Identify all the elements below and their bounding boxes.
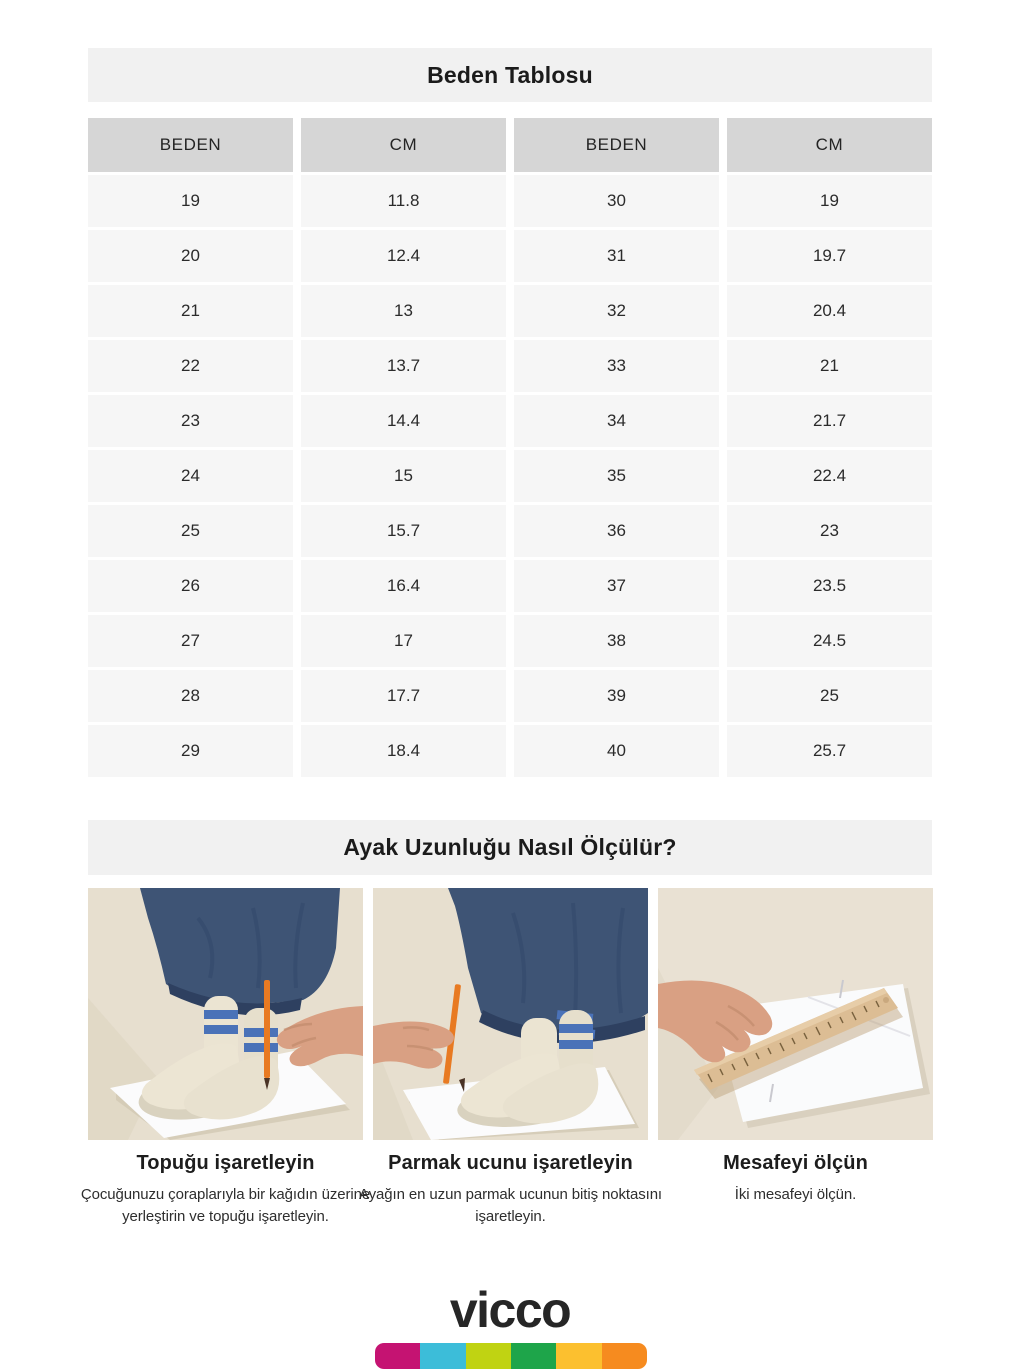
table-cell: 27 <box>88 615 293 667</box>
table-cell: 33 <box>514 340 719 392</box>
table-cell: 20.4 <box>727 285 932 337</box>
table-cell: 40 <box>514 725 719 777</box>
size-table-title: Beden Tablosu <box>88 48 932 102</box>
brand-rainbow-bar <box>375 1343 647 1369</box>
table-cell: 19 <box>88 175 293 227</box>
step-2-title: Parmak ucunu işaretleyin <box>388 1152 633 1174</box>
bar-segment-cyan <box>420 1343 465 1369</box>
table-cell: 15.7 <box>301 505 506 557</box>
table-cell: 24.5 <box>727 615 932 667</box>
table-cell: 13 <box>301 285 506 337</box>
table-cell: 37 <box>514 560 719 612</box>
vicco-logo: vicco <box>449 1282 571 1338</box>
table-row <box>88 505 932 557</box>
table-cell: 23.5 <box>727 560 932 612</box>
table-row <box>88 230 932 282</box>
table-cell: 24 <box>88 450 293 502</box>
heel-marking-photo <box>88 888 363 1140</box>
table-cell: 36 <box>514 505 719 557</box>
size-table-body <box>88 175 932 777</box>
bar-segment-lime <box>466 1343 511 1369</box>
table-cell: 21 <box>88 285 293 337</box>
step-3-caption <box>643 1152 948 1206</box>
table-cell: 21 <box>727 340 932 392</box>
table-row <box>88 395 932 447</box>
measure-section-title: Ayak Uzunluğu Nasıl Ölçülür? <box>88 820 932 875</box>
step-photos-row <box>88 888 933 1140</box>
table-cell: 17.7 <box>301 670 506 722</box>
table-cell: 23 <box>88 395 293 447</box>
table-cell: 39 <box>514 670 719 722</box>
bar-segment-yellow <box>556 1343 601 1369</box>
size-table <box>88 118 932 777</box>
step-1-description: Çocuğunuzu çoraplarıyla bir kağıdın üzerine yerleştirin ve topuğu işaretleyin. <box>80 1186 371 1226</box>
step-1-caption <box>73 1152 378 1228</box>
table-row <box>88 725 932 777</box>
table-cell: 21.7 <box>727 395 932 447</box>
table-cell: 38 <box>514 615 719 667</box>
size-table-header-cell: BEDEN <box>88 118 293 172</box>
table-cell: 25 <box>727 670 932 722</box>
table-cell: 26 <box>88 560 293 612</box>
step-2-description: Ayağın en uzun parmak ucunun bitiş noktasını işaretleyin. <box>358 1186 663 1226</box>
table-row <box>88 340 932 392</box>
table-cell: 18.4 <box>301 725 506 777</box>
table-cell: 16.4 <box>301 560 506 612</box>
table-cell: 25 <box>88 505 293 557</box>
step-3-title: Mesafeyi ölçün <box>723 1152 868 1174</box>
table-cell: 22.4 <box>727 450 932 502</box>
size-table-header-row <box>88 118 932 172</box>
table-cell: 28 <box>88 670 293 722</box>
table-cell: 14.4 <box>301 395 506 447</box>
toe-marking-photo <box>373 888 648 1140</box>
table-cell: 30 <box>514 175 719 227</box>
table-cell: 31 <box>514 230 719 282</box>
table-cell: 17 <box>301 615 506 667</box>
table-row <box>88 615 932 667</box>
table-cell: 19.7 <box>727 230 932 282</box>
bar-segment-magenta <box>375 1343 420 1369</box>
step-3-description: İki mesafeyi ölçün. <box>734 1186 857 1203</box>
table-cell: 15 <box>301 450 506 502</box>
table-cell: 29 <box>88 725 293 777</box>
table-row <box>88 175 932 227</box>
table-cell: 34 <box>514 395 719 447</box>
table-cell: 35 <box>514 450 719 502</box>
table-cell: 13.7 <box>301 340 506 392</box>
table-row <box>88 450 932 502</box>
table-cell: 11.8 <box>301 175 506 227</box>
table-row <box>88 670 932 722</box>
bar-segment-green <box>511 1343 556 1369</box>
step-1-title: Topuğu işaretleyin <box>136 1152 315 1174</box>
table-cell: 22 <box>88 340 293 392</box>
table-cell: 20 <box>88 230 293 282</box>
size-table-header-cell: CM <box>727 118 932 172</box>
table-cell: 23 <box>727 505 932 557</box>
table-cell: 12.4 <box>301 230 506 282</box>
step-2-caption <box>358 1152 663 1228</box>
bar-segment-orange <box>602 1343 647 1369</box>
table-row <box>88 560 932 612</box>
table-row <box>88 285 932 337</box>
table-cell: 19 <box>727 175 932 227</box>
size-table-header-cell: CM <box>301 118 506 172</box>
size-table-header-cell: BEDEN <box>514 118 719 172</box>
table-cell: 25.7 <box>727 725 932 777</box>
table-cell: 32 <box>514 285 719 337</box>
ruler-measuring-photo <box>658 888 933 1140</box>
